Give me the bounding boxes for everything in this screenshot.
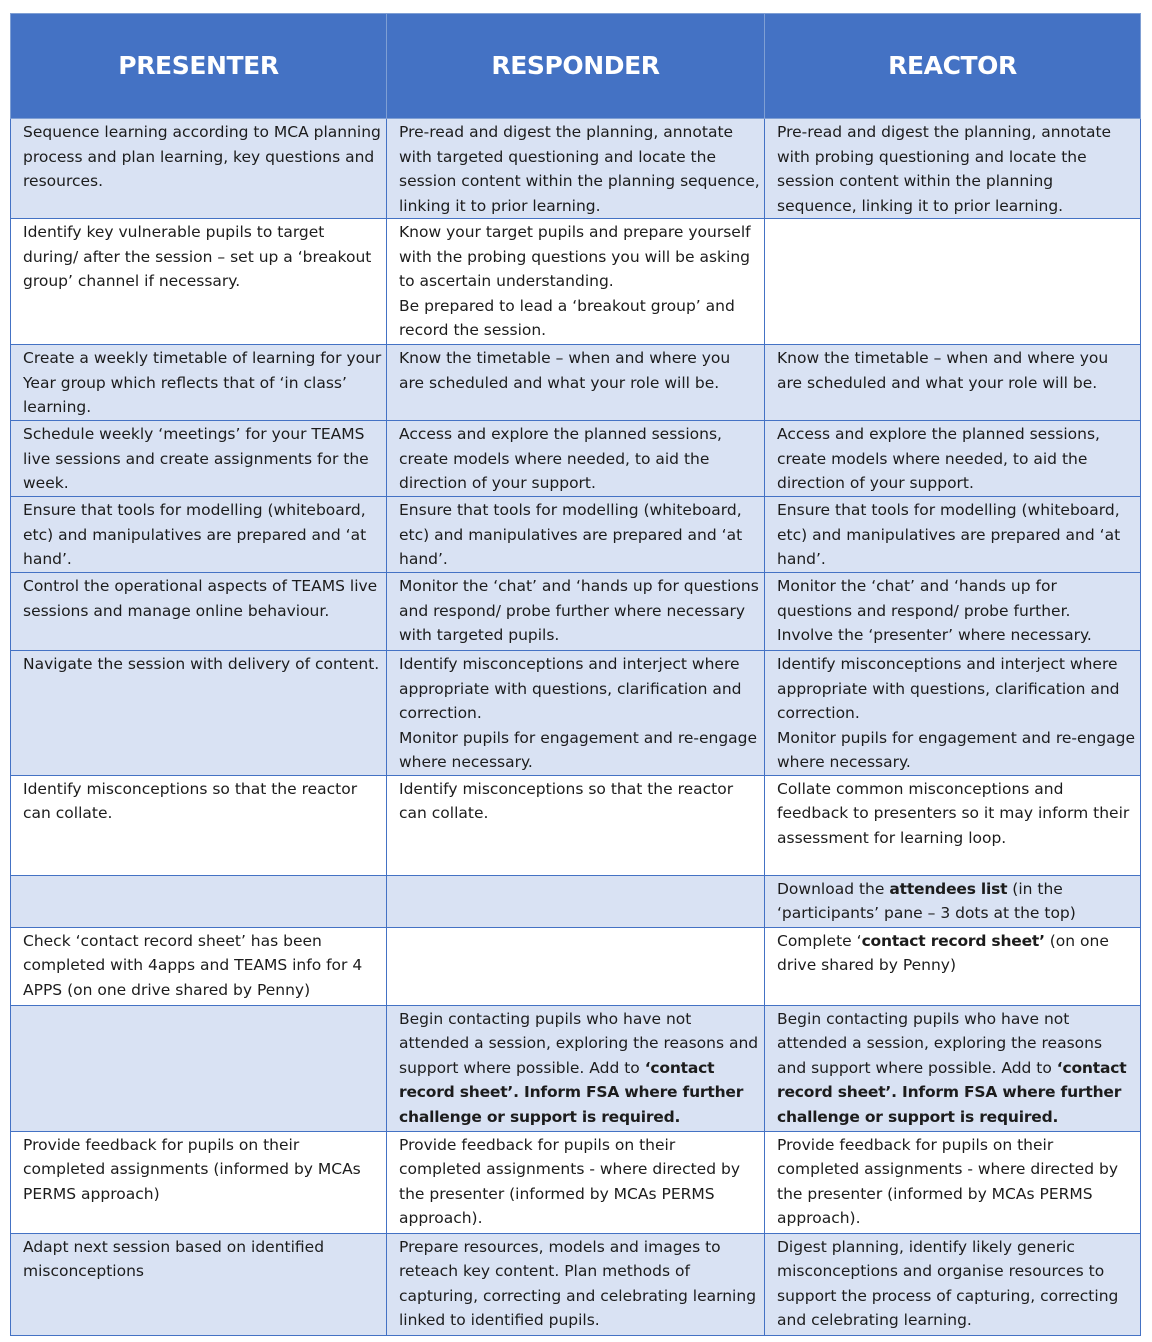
presenter-cell: Identify key vulnerable pupils to target during/ after the session – set up a ‘breakout group’ channel if necessary. — [11, 219, 387, 345]
reactor-line: Monitor the ‘chat’ and ‘hands up for questions and respond/ probe further. — [777, 577, 1071, 620]
reactor-text: Begin contacting pupils who have not attended a session, exploring the reasons and support where possible. Add to — [777, 1009, 1103, 1077]
responder-cell — [387, 651, 765, 776]
reactor-cell: Provide feedback for pupils on their completed assignments - where directed by the presenter (informed by MCAs PERMS approach). — [765, 1131, 1141, 1233]
reactor-line: Identify misconceptions and interject where appropriate with questions, clarification and correction. — [777, 655, 1120, 722]
reactor-cell — [765, 1005, 1141, 1131]
presenter-cell: Identify misconceptions so that the reactor can collate. — [11, 775, 387, 875]
presenter-cell: Navigate the session with delivery of content. — [11, 651, 387, 776]
table-row — [11, 927, 1141, 1005]
responder-cell — [387, 219, 765, 345]
reactor-cell — [765, 573, 1141, 651]
responder-cell: Prepare resources, models and images to reteach key content. Plan methods of capturing, correcting and celebrating learning linked to identified pupils. — [387, 1233, 765, 1335]
table-row — [11, 875, 1141, 927]
header-responder: RESPONDER — [387, 14, 765, 119]
presenter-cell: Provide feedback for pupils on their completed assignments (informed by MCAs PERMS approach) — [11, 1131, 387, 1233]
reactor-cell — [765, 875, 1141, 927]
reactor-text: (on one drive shared by Penny) — [777, 931, 1109, 974]
reactor-cell: Digest planning, identify likely generic misconceptions and organise resources to support the process of capturing, correcting and celebrating learning. — [765, 1233, 1141, 1335]
presenter-cell: Schedule weekly ‘meetings’ for your TEAMS live sessions and create assignments for the week. — [11, 421, 387, 497]
reactor-line: Monitor pupils for engagement and re-engage where necessary. — [777, 728, 1136, 771]
responder-cell — [387, 927, 765, 1005]
header-reactor: REACTOR — [765, 14, 1141, 119]
roles-table — [10, 13, 1141, 1336]
responder-cell: Monitor the ‘chat’ and ‘hands up for questions and respond/ probe further where necessary with targeted pupils. — [387, 573, 765, 651]
table-row — [11, 573, 1141, 651]
reactor-bold-text: ‘contact record sheet’. Inform FSA where further challenge or support is required. — [777, 1058, 1127, 1126]
table-row — [11, 1131, 1141, 1233]
presenter-cell: Control the operational aspects of TEAMS live sessions and manage online behaviour. — [11, 573, 387, 651]
reactor-cell: Ensure that tools for modelling (whiteboard, etc) and manipulatives are prepared and ‘at hand’. — [765, 497, 1141, 573]
reactor-cell — [765, 651, 1141, 776]
reactor-cell: Access and explore the planned sessions, create models where needed, to aid the direction of your support. — [765, 421, 1141, 497]
table-row — [11, 775, 1141, 875]
presenter-cell: Create a weekly timetable of learning for your Year group which reflects that of ‘in class’ learning. — [11, 345, 387, 421]
header-presenter: PRESENTER — [11, 14, 387, 119]
presenter-cell: Ensure that tools for modelling (whiteboard, etc) and manipulatives are prepared and ‘at hand’. — [11, 497, 387, 573]
table-row — [11, 497, 1141, 573]
reactor-bold-text: contact record sheet’ — [861, 931, 1045, 950]
responder-cell: Pre-read and digest the planning, annotate with targeted questioning and locate the session content within the planning sequence, linking it to prior learning. — [387, 119, 765, 219]
responder-text: Begin contacting pupils who have not attended a session, exploring the reasons and support where possible. Add to — [399, 1009, 759, 1077]
responder-line: Identify misconceptions and interject where appropriate with questions, clarification and correction. — [399, 655, 742, 722]
responder-cell: Provide feedback for pupils on their completed assignments - where directed by the presenter (informed by MCAs PERMS approach). — [387, 1131, 765, 1233]
presenter-cell: Adapt next session based on identified misconceptions — [11, 1233, 387, 1335]
responder-bold-text: ‘contact record sheet’. Inform FSA where further challenge or support is required. — [399, 1058, 744, 1126]
header-row — [11, 14, 1141, 119]
table-row — [11, 119, 1141, 219]
reactor-line: Involve the ‘presenter’ where necessary. — [777, 626, 1092, 644]
table-row — [11, 421, 1141, 497]
reactor-cell — [765, 927, 1141, 1005]
responder-cell: Ensure that tools for modelling (whiteboard, etc) and manipulatives are prepared and ‘at hand’. — [387, 497, 765, 573]
table-row — [11, 1005, 1141, 1131]
responder-cell: Identify misconceptions so that the reactor can collate. — [387, 775, 765, 875]
reactor-cell: Know the timetable – when and where you are scheduled and what your role will be. — [765, 345, 1141, 421]
table-row — [11, 345, 1141, 421]
reactor-cell: Collate common misconceptions and feedback to presenters so it may inform their assessment for learning loop. — [765, 775, 1141, 875]
reactor-cell — [765, 219, 1141, 345]
responder-cell: Access and explore the planned sessions, create models where needed, to aid the direction of your support. — [387, 421, 765, 497]
presenter-cell — [11, 875, 387, 927]
responder-line: Monitor pupils for engagement and re-engage where necessary. — [399, 728, 758, 771]
reactor-cell: Pre-read and digest the planning, annotate with probing questioning and locate the session content within the planning sequence, linking it to prior learning. — [765, 119, 1141, 219]
reactor-text: Complete ‘ — [777, 931, 862, 950]
table-row — [11, 1233, 1141, 1335]
presenter-cell — [11, 1005, 387, 1131]
table-row — [11, 219, 1141, 345]
responder-cell — [387, 1005, 765, 1131]
presenter-cell: Sequence learning according to MCA planning process and plan learning, key questions and resources. — [11, 119, 387, 219]
reactor-bold-text: attendees list — [889, 879, 1008, 898]
responder-cell — [387, 875, 765, 927]
responder-line: Be prepared to lead a ‘breakout group’ and record the session. — [399, 296, 735, 339]
responder-cell: Know the timetable – when and where you are scheduled and what your role will be. — [387, 345, 765, 421]
responder-line: Know your target pupils and prepare yourself with the probing questions you will be asking to ascertain understanding. — [399, 223, 751, 290]
reactor-text: (in the ‘participants’ pane – 3 dots at the top) — [777, 879, 1076, 922]
presenter-cell: Check ‘contact record sheet’ has been completed with 4apps and TEAMS info for 4 APPS (on one drive shared by Penny) — [11, 927, 387, 1005]
reactor-text: Download the — [777, 879, 890, 898]
table-row — [11, 651, 1141, 776]
